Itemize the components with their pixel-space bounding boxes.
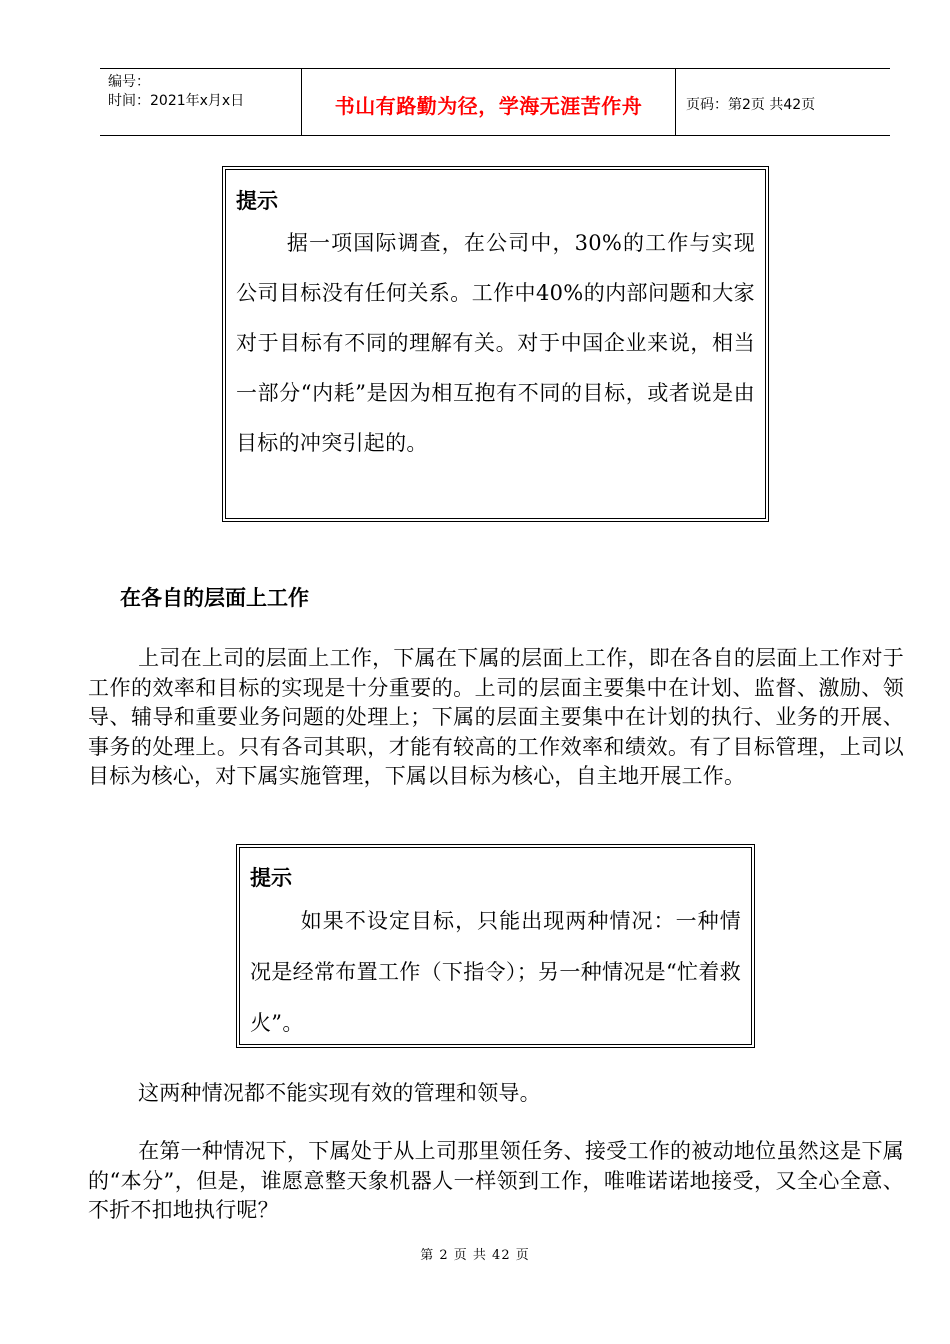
header-motto [302, 69, 676, 135]
tip-box-2 [236, 844, 755, 1048]
tip-body [250, 896, 741, 1049]
tip-title: 提示 [250, 866, 292, 890]
paragraph-2 [88, 1079, 904, 1109]
section-title: 在各自的层面上工作 [120, 586, 309, 610]
number-label: 编号： [108, 74, 150, 90]
page-footer: 第 2 页 共 42 页 [420, 1248, 530, 1263]
time-label: 时间：2021年x月x日 [108, 93, 245, 109]
tip-body-text: 据一项国际调查，在公司中，30%的工作与实现公司目标没有任何关系。工作中40%的内部问题和大家对于目标有不同的理解有关。对于中国企业来说，相当一部分“内耗”是因为相互抱有不同的目标，或者说是由目标的冲突引起的。 [236, 231, 755, 455]
paragraph-1-text: 上司在上司的层面上工作，下属在下属的层面上工作，即在各自的层面上工作对于工作的效率和目标的实现是十分重要的。上司的层面主要集中在计划、监督、激励、领导、辅导和重要业务问题的处理上；下属的层面主要集中在计划的执行、业务的开展、事务的处理上。只有各司其职，才能有较高的工作效率和绩效。有了目标管理，上司以目标为核心，对下属实施管理，下属以目标为核心，自主地开展工作。 [88, 646, 904, 788]
paragraph-2-text: 这两种情况都不能实现有效的管理和领导。 [138, 1081, 541, 1105]
paragraph-1 [88, 644, 904, 792]
tip-body-text: 如果不设定目标，只能出现两种情况：一种情况是经常布置工作（下指令）；另一种情况是“忙着救火”。 [250, 909, 741, 1035]
tip-title: 提示 [236, 189, 278, 213]
header-meta [100, 69, 302, 135]
header-page-code: 页码：第2页 共42页 [686, 97, 816, 113]
tip-body [236, 218, 755, 468]
paragraph-3-text: 在第一种情况下，下属处于从上司那里领任务、接受工作的被动地位虽然这是下属的“本分”，但是，谁愿意整天象机器人一样领到工作，唯唯诺诺地接受，又全心全意、不折不扣地执行呢？ [88, 1139, 904, 1222]
tip-box-1 [222, 166, 769, 522]
page-header [100, 68, 890, 136]
motto-text: 书山有路勤为径，学海无涯苦作舟 [334, 93, 643, 118]
paragraph-3 [88, 1137, 904, 1226]
